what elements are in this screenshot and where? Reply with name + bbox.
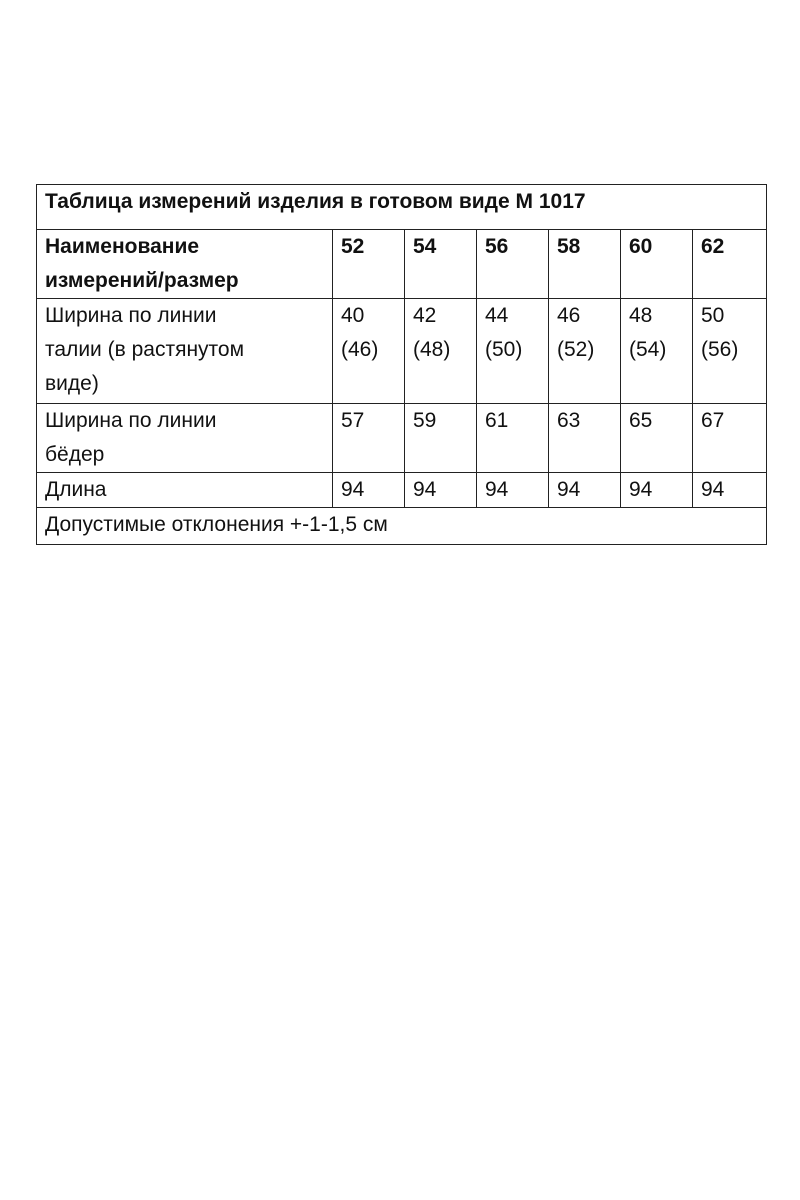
- row-label-line: Ширина по линии: [45, 304, 217, 327]
- row-label-cell: [37, 299, 333, 404]
- value-cell: 94: [477, 473, 549, 508]
- size-header-cell: 56: [477, 230, 549, 299]
- size-header-cell: 62: [693, 230, 767, 299]
- value-cell: 94: [621, 473, 693, 508]
- value-cell: 59: [405, 404, 477, 473]
- value-stretched: (54): [629, 338, 667, 361]
- value-main: 46: [557, 304, 581, 327]
- value-cell: 94: [693, 473, 767, 508]
- measurement-table: [36, 184, 767, 545]
- value-cell: 67: [693, 404, 767, 473]
- value-stretched: (50): [485, 338, 523, 361]
- value-stretched: (56): [701, 338, 739, 361]
- value-main: 40: [341, 304, 365, 327]
- value-main: 50: [701, 304, 725, 327]
- value-cell: 94: [333, 473, 405, 508]
- table-row-hip-width: [37, 404, 767, 473]
- table-row-waist-width: [37, 299, 767, 404]
- value-stretched: (52): [557, 338, 595, 361]
- table-title: Таблица измерений изделия в готовом виде М 1017: [37, 185, 767, 230]
- value-cell: 94: [405, 473, 477, 508]
- value-cell: [693, 299, 767, 404]
- value-cell: [405, 299, 477, 404]
- value-cell: [549, 299, 621, 404]
- value-main: 44: [485, 304, 509, 327]
- value-cell: 65: [621, 404, 693, 473]
- row-label-cell: [37, 404, 333, 473]
- tolerance-note: Допустимые отклонения +-1-1,5 см: [37, 508, 767, 545]
- size-header-cell: 58: [549, 230, 621, 299]
- row-label-line: виде): [45, 372, 99, 395]
- row-label-line: Ширина по линии: [45, 409, 217, 432]
- table-row-length: [37, 473, 767, 508]
- size-header-cell: 60: [621, 230, 693, 299]
- row-label-line: бёдер: [45, 443, 105, 466]
- row-label-line: Длина: [45, 478, 107, 501]
- value-stretched: (48): [413, 338, 451, 361]
- header-name-cell: [37, 230, 333, 299]
- header-name-line: измерений/размер: [45, 269, 239, 292]
- value-cell: 57: [333, 404, 405, 473]
- size-header-cell: 54: [405, 230, 477, 299]
- value-cell: 94: [549, 473, 621, 508]
- value-cell: [333, 299, 405, 404]
- value-cell: 61: [477, 404, 549, 473]
- value-stretched: (46): [341, 338, 379, 361]
- value-main: 48: [629, 304, 653, 327]
- row-label-line: талии (в растянутом: [45, 338, 245, 361]
- value-cell: 63: [549, 404, 621, 473]
- value-cell: [477, 299, 549, 404]
- table-header-row: [37, 230, 767, 299]
- row-label-cell: [37, 473, 333, 508]
- size-header-cell: 52: [333, 230, 405, 299]
- value-cell: [621, 299, 693, 404]
- header-name-line: Наименование: [45, 235, 200, 258]
- value-main: 42: [413, 304, 437, 327]
